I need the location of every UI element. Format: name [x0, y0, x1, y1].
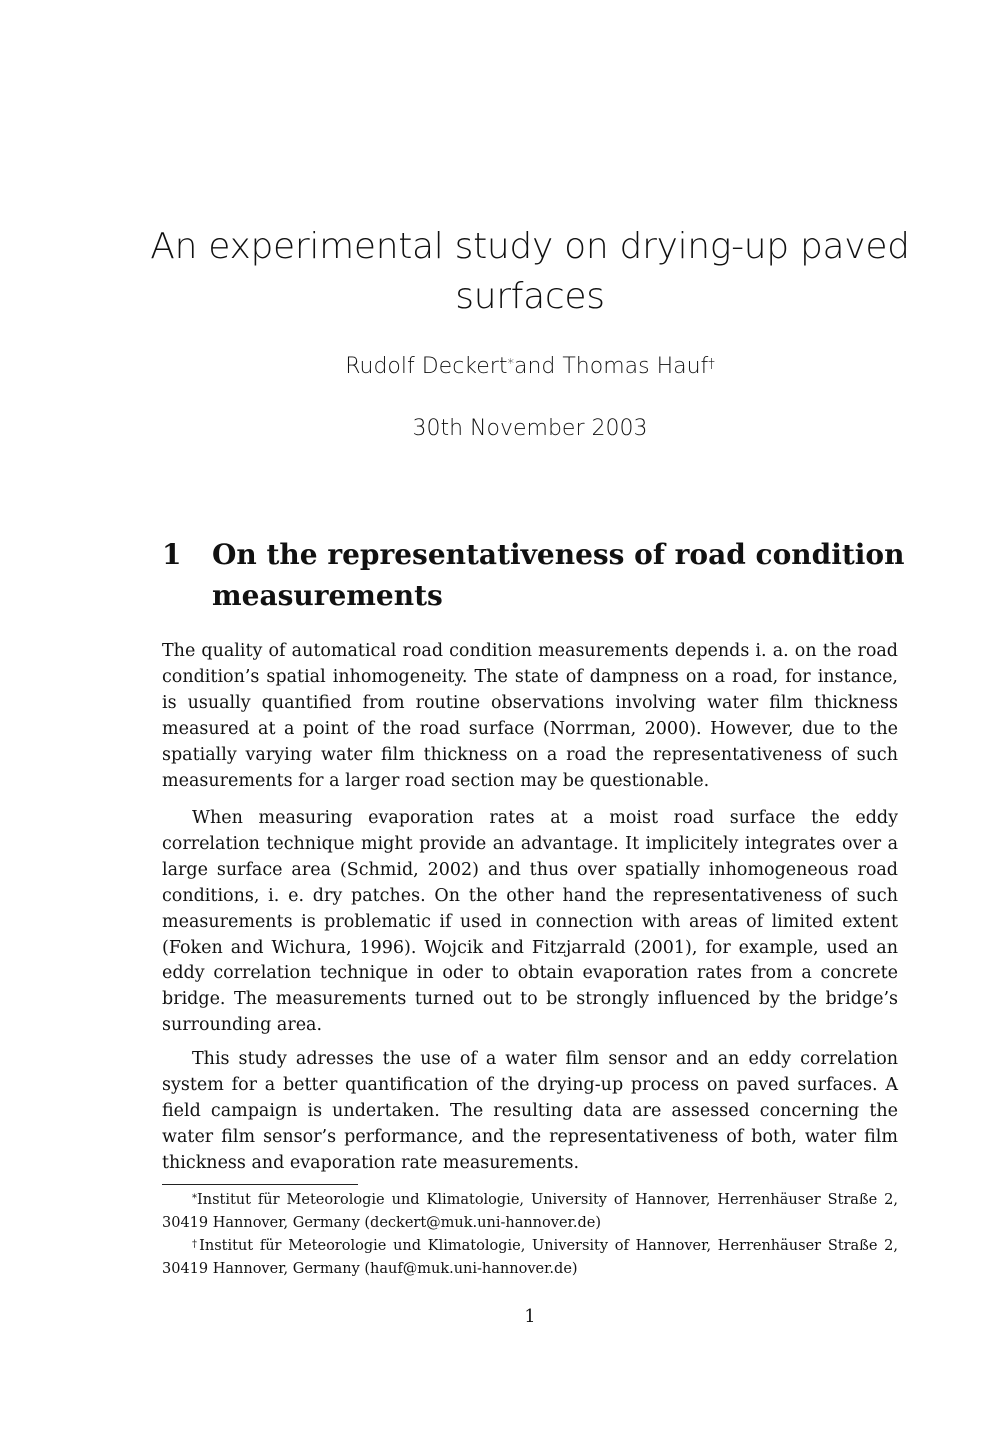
footnote-mark: † — [192, 1239, 200, 1250]
footnote-text: Institut für Meteorologie und Klimatologie, University of Hannover, Herrenhäuser Straße 2, 30419 Hannover, Germany (hauf@muk.uni-hannover.de) — [162, 1238, 899, 1277]
body-paragraph: This study adresses the use of a water film sensor and an eddy correlation system for a better quantification of the drying-up process on paved surfaces. A field campaign is undertaken. The resulting data are assessed concerning the water film sensor’s performance, and the representativeness of both, water film thickness and evaporation rate measurements. — [162, 1049, 898, 1173]
page-number: 1 — [524, 1307, 536, 1327]
footnote — [162, 1189, 898, 1234]
footnote-rule — [162, 1184, 358, 1185]
author-name: Rudolf Deckert — [345, 354, 508, 379]
paper-date: 30th November 2003 — [412, 416, 648, 441]
body-paragraph: The quality of automatical road condition measurements depends i. a. on the road condition’s spatial inhomogeneity. The state of dampness on a road, for instance, is usually quantified from routine observations involving water film thickness measured at a point of the road surface (Norrman, 2000). However, due to the spatially varying water film thickness on a road the representativeness of such measurements for a larger road section may be questionable. — [162, 641, 898, 791]
section-title: On the representativeness of road condition measurements — [212, 538, 905, 612]
author-line — [150, 352, 910, 382]
footnote-mark: * — [192, 1193, 197, 1204]
paper-title: An experimental study on drying-up paved surfaces — [150, 226, 910, 317]
footnote — [162, 1235, 898, 1280]
author-name: Thomas Hauf — [562, 354, 709, 379]
author-connector: and — [513, 354, 556, 379]
body-paragraph: When measuring evaporation rates at a moist road surface the eddy correlation technique might provide an advantage. It implicitely integrates over a large surface area (Schmid, 2002) and thus over spatially inhomogeneous road conditions, i. e. dry patches. On the other hand the representativeness of such measurements is problematic if used in connection with areas of limited extent (Foken and Wichura, 1996). Wojcik and Fitzjarrald (2001), for example, used an eddy correlation technique in oder to obtain evaporation rates from a concrete bridge. The measurements turned out to be strongly influenced by the bridge’s surrounding area. — [162, 808, 898, 1036]
author-footnote-mark: † — [708, 357, 715, 372]
section-heading — [162, 534, 922, 616]
section-number: 1 — [162, 538, 182, 571]
author-footnote-mark: * — [507, 357, 514, 372]
footnote-text: Institut für Meteorologie und Klimatologie, University of Hannover, Herrenhäuser Straße 2, 30419 Hannover, Germany (deckert@muk.uni-hannover.de) — [162, 1192, 898, 1231]
